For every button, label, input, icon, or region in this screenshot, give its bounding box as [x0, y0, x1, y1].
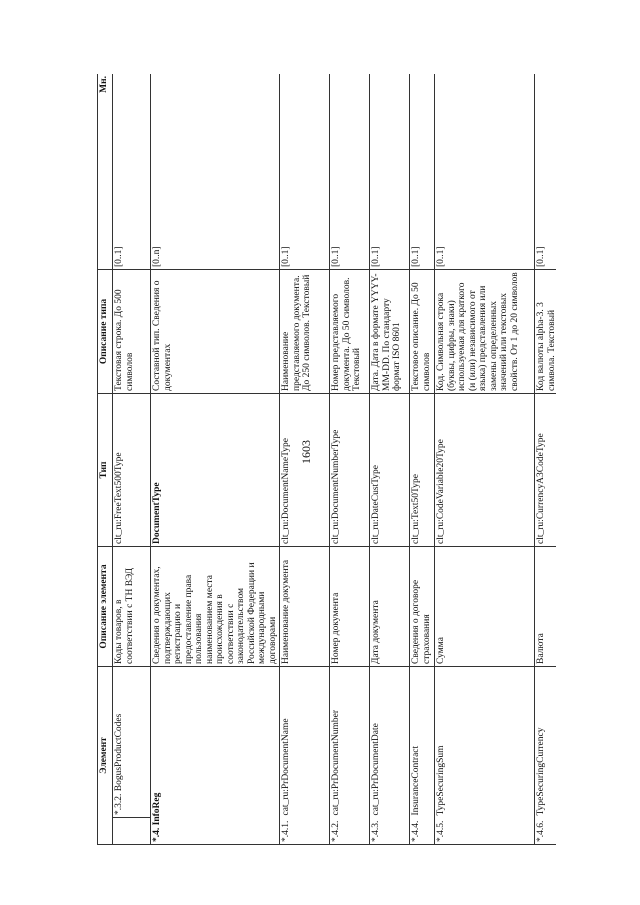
type-name: clt_ru:DateCustType — [370, 393, 410, 546]
table-row — [435, 74, 535, 845]
element-description: Номер документа — [330, 546, 370, 666]
element-name: TypeSecuringCurrency — [535, 666, 557, 817]
table-row — [113, 74, 151, 845]
element-description: Сведения о документах, подтверждающих регистрацию и предоставление права пользования наименованием места происхождения в соответствии с законодательством Российской Федерации и международными договорами — [151, 546, 280, 666]
table-row — [535, 74, 557, 845]
page-number: 1603 — [299, 440, 313, 464]
type-description: Наименование представляемого документа. До 250 символов. Текстовый — [280, 269, 330, 393]
element-number: *.4. — [152, 827, 162, 842]
header-element-description: Описание элемента — [98, 546, 113, 666]
element-description: Сведения о договоре страхования — [410, 546, 435, 666]
element-description: Сумма — [435, 546, 535, 666]
type-name: clt_ru:CurrencyA3CodeType — [535, 393, 557, 546]
element-cell — [113, 666, 151, 817]
multiplicity: [0..1] — [280, 74, 330, 269]
multiplicity: [0..n] — [151, 74, 280, 269]
type-name: DocumentType — [151, 393, 280, 546]
element-number: *.4.6. — [535, 818, 557, 845]
table-row — [151, 74, 280, 845]
table-row — [410, 74, 435, 845]
element-number: *.4.1. — [280, 818, 330, 845]
element-name: cat_ru:PrDocumentName — [280, 666, 330, 817]
table-row — [370, 74, 410, 845]
type-description: Составной тип. Сведения о документах — [151, 269, 280, 393]
header-type: Тип — [98, 393, 113, 546]
element-name: BogusProductCodes — [114, 713, 124, 792]
element-name: cat_ru:PrDocumentNumber — [330, 666, 370, 817]
type-description: Номер представляемого документа. До 50 символов. Текстовый — [330, 269, 370, 393]
type-description: Текстовое описание. До 50 символов — [410, 269, 435, 393]
type-name: clt_ru:FreeText500Type — [113, 393, 151, 546]
element-description: Коды товаров, в соответствии с ТН ВЭД — [113, 546, 151, 666]
element-description: Валюта — [535, 546, 557, 666]
type-description: Код. Символьная строка (буквы, цифры, знаки) используемая для краткого (и (или) независимого от языка) представления или замены определенных значений или текстовых свойств. От 1 до 20 символов — [435, 269, 535, 393]
multiplicity: [0..1] — [410, 74, 435, 269]
element-number: *.4.5. — [435, 818, 535, 845]
multiplicity: [0..1] — [370, 74, 410, 269]
element-name: TypeSecuringSum — [435, 666, 535, 817]
element-number: *.4.2. — [330, 818, 370, 845]
type-name: clt_ru:Text50Type — [410, 393, 435, 546]
element-description: Наименование документа — [280, 546, 330, 666]
multiplicity: [0..1] — [330, 74, 370, 269]
multiplicity: [0..1] — [113, 74, 151, 269]
element-number: *.4.4. — [410, 818, 435, 845]
rotated-table-area — [97, 74, 556, 845]
element-name: InfoReg — [152, 792, 162, 826]
specification-table — [97, 74, 556, 845]
type-description: Код валюты alpha-3. 3 символа. Текстовый — [535, 269, 557, 393]
table-header-row — [98, 74, 113, 845]
element-number: *.3.2. — [114, 793, 124, 815]
element-name: InsuranceContract — [410, 666, 435, 817]
element-name: cat_ru:PrDocumentDate — [370, 666, 410, 817]
type-description: Текстовая строка. До 500 символов — [113, 269, 151, 393]
table-row — [280, 74, 330, 845]
header-element: Элемент — [98, 666, 113, 844]
header-multiplicity: Мн. — [98, 74, 113, 269]
multiplicity: [0..1] — [435, 74, 535, 269]
type-name: clt_ru:DocumentNameType — [280, 393, 330, 546]
table-row — [330, 74, 370, 845]
element-description: Дата документа — [370, 546, 410, 666]
type-name: clt_ru:DocumentNumberType — [330, 393, 370, 546]
header-type-description: Описание типа — [98, 269, 113, 393]
row-indent-cell — [113, 818, 151, 845]
type-name: clt_ru:CodeVariable20Type — [435, 393, 535, 546]
type-description: Дата. Дата в формате YYYY-MM-DD. По стандарту формат ISO 8601 — [370, 269, 410, 393]
element-number: *.4.3. — [370, 818, 410, 845]
element-cell — [151, 666, 280, 844]
landscape-page — [97, 74, 556, 845]
multiplicity: [0..1] — [535, 74, 557, 269]
